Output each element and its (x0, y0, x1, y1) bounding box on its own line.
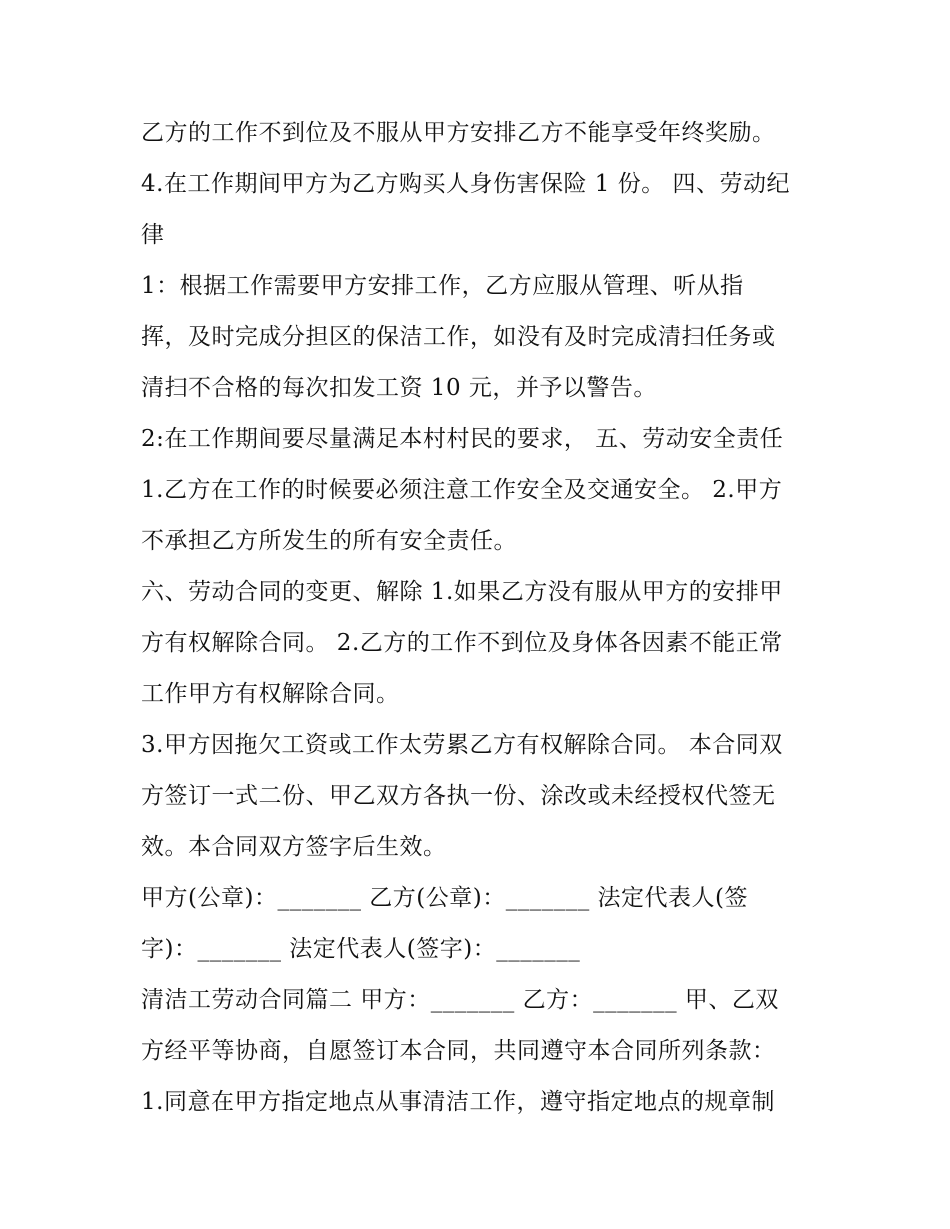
text-line: 清洁工劳动合同篇二 甲方：_______ 乙方：_______ 甲、乙双 (141, 987, 779, 1013)
text-line: 清扫不合格的每次扣发工资 10 元，并予以警告。 (141, 375, 657, 401)
text-line: 字)：_______ 法定代表人(签字)：_______ (141, 936, 581, 962)
text-line: 方经平等协商，自愿签订本合同，共同遵守本合同所列条款： (141, 1038, 776, 1064)
text-line: 1.乙方在工作的时候要必须注意工作安全及交通安全。 2.甲方 (141, 477, 783, 503)
text-line: 方有权解除合同。 2.乙方的工作不到位及身体各因素不能正常 (141, 630, 783, 656)
text-line: 挥，及时完成分担区的保洁工作，如没有及时完成清扫任务或 (141, 324, 776, 350)
text-line: 工作甲方有权解除合同。 (141, 681, 400, 707)
text-line: 2:在工作期间要尽量满足本村村民的要求， 五、劳动安全责任 (141, 426, 784, 452)
text-line: 六、劳动合同的变更、解除 1.如果乙方没有服从甲方的安排甲 (141, 579, 783, 605)
text-line: 效。本合同双方签字后生效。 (141, 834, 447, 860)
text-line: 乙方的工作不到位及不服从甲方安排乙方不能享受年终奖励。 (141, 120, 776, 146)
text-line: 甲方(公章)：_______ 乙方(公章)：_______ 法定代表人(签 (141, 885, 748, 911)
contract-text (141, 108, 821, 1128)
text-line: 方签订一式二份、甲乙双方各执一份、涂改或未经授权代签无 (141, 783, 776, 809)
text-line: 3.甲方因拖欠工资或工作太劳累乙方有权解除合同。 本合同双 (141, 732, 783, 758)
text-line: 不承担乙方所发生的所有安全责任。 (141, 528, 517, 554)
text-line: 律 (141, 222, 165, 248)
text-line: 4.在工作期间甲方为乙方购买人身伤害保险 1 份。 四、劳动纪 (141, 171, 791, 197)
text-line: 1.同意在甲方指定地点从事清洁工作，遵守指定地点的规章制 (141, 1089, 775, 1115)
text-line: 1：根据工作需要甲方安排工作，乙方应服从管理、听从指 (141, 273, 744, 299)
